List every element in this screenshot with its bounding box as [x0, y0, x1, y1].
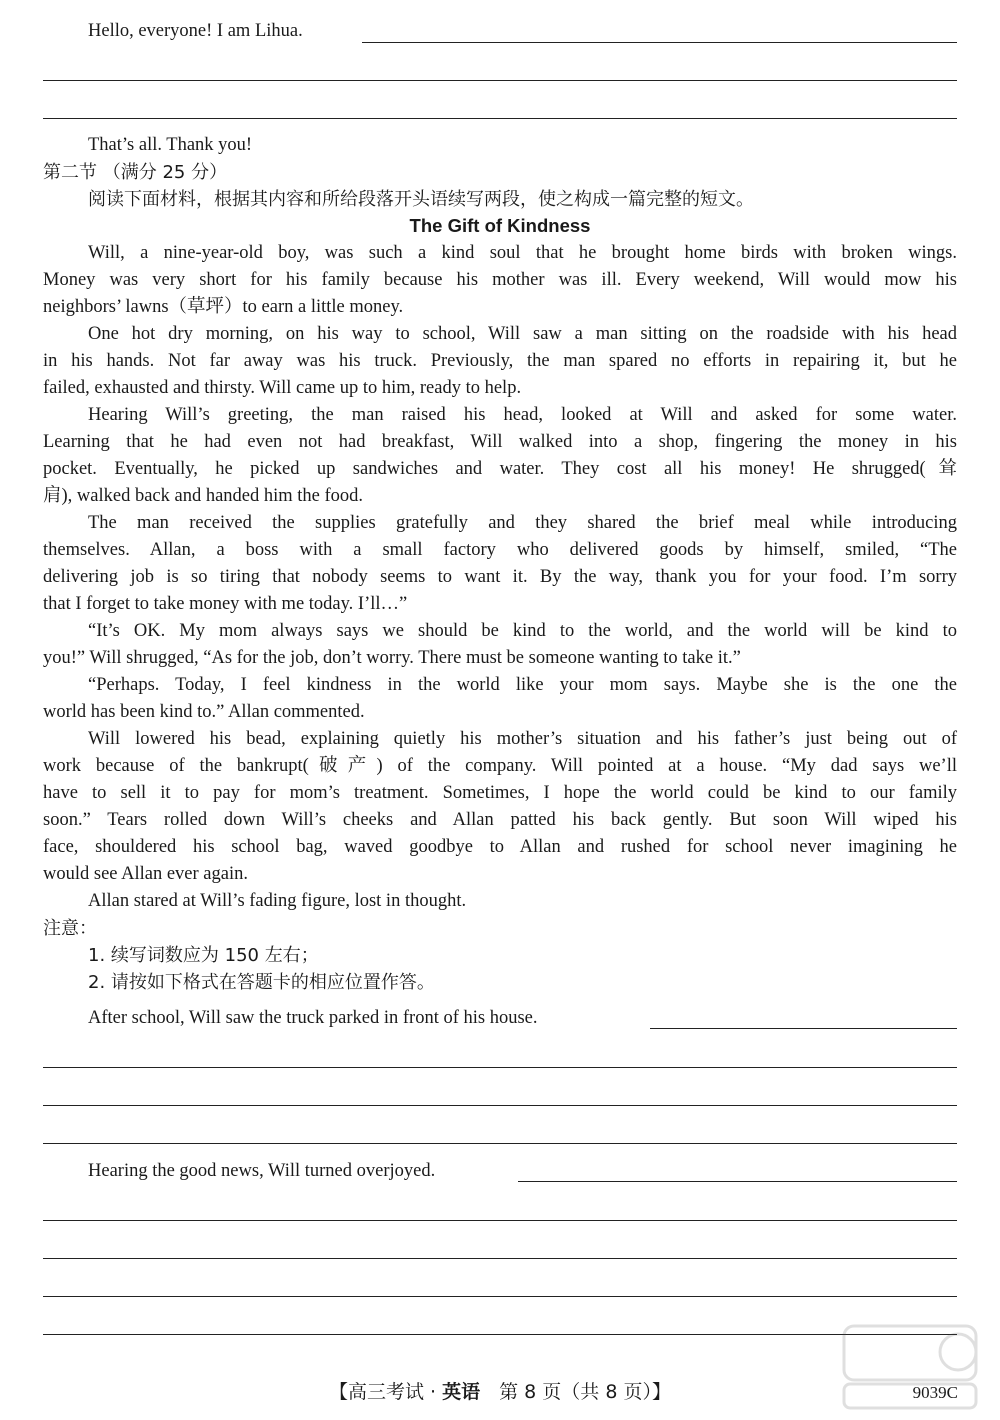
answer-line	[43, 1334, 957, 1335]
story-line: “It’s OK. My mom always says we should be kind to the world, and the world will be kind to	[88, 621, 957, 641]
section-heading: 第二节 （满分 25 分）	[43, 162, 228, 183]
notes-item: 2. 请按如下格式在答题卡的相应位置作答。	[88, 972, 435, 993]
story-line: delivering job is so tiring that nobody seems to want it. By the way, thank you for your food. I’m sorry	[43, 567, 957, 587]
story-line: neighbors’ lawns（草坪）to earn a little money.	[43, 297, 404, 317]
story-line: Hearing Will’s greeting, the man raised his head, looked at Will and asked for some water.	[88, 405, 957, 425]
story-line: have to sell it to pay for mom’s treatment. Sometimes, I hope the world could be kind to our family	[43, 783, 957, 803]
answer-line	[43, 1067, 957, 1068]
story-line: failed, exhausted and thirsty. Will came up to him, ready to help.	[43, 378, 522, 398]
exam-code: 9039C	[912, 1383, 958, 1402]
story-line: “Perhaps. Today, I feel kindness in the world like your mom says. Maybe she is the one the	[88, 675, 957, 695]
answer-line	[43, 1143, 957, 1144]
footer-subject: 英语	[442, 1381, 481, 1403]
speech-opening: Hello, everyone! I am Lihua.	[88, 21, 303, 41]
story-line: soon.” Tears rolled down Will’s cheeks and Allan patted his back gently. But soon Will wiped his	[43, 810, 957, 830]
footer-page: 第 8 页（共 8 页）	[480, 1381, 652, 1403]
answer-line	[43, 1296, 957, 1297]
answer-line	[43, 118, 957, 119]
story-line: themselves. Allan, a boss with a small factory who delivered goods by himself, smiled, “The	[43, 540, 957, 560]
story-line: Will lowered his bead, explaining quietly his mother’s situation and his father’s just being out of	[88, 729, 957, 749]
answer-line	[43, 1258, 957, 1259]
notes-item: 1. 续写词数应为 150 左右；	[88, 945, 319, 966]
answer-line	[43, 1105, 957, 1106]
answer-line	[650, 1028, 957, 1029]
story-title: The Gift of Kindness	[409, 215, 591, 236]
story-line: Will, a nine-year-old boy, was such a kind soul that he brought home birds with broken wings.	[88, 243, 957, 263]
notes-label: 注意：	[43, 918, 97, 939]
story-line: One hot dry morning, on his way to school, Will saw a man sitting on the roadside with his head	[88, 324, 957, 344]
story-line: that I forget to take money with me today. I’ll…”	[43, 594, 408, 614]
answer-line	[43, 1220, 957, 1221]
answer-line	[518, 1181, 957, 1182]
footer-bracket: 】	[651, 1382, 671, 1403]
continuation-prompt-1: After school, Will saw the truck parked in front of his house.	[88, 1008, 538, 1028]
story-line: Money was very short for his family because his mother was ill. Every weekend, Will would mow his	[43, 270, 957, 290]
story-line: you!” Will shrugged, “As for the job, don’t worry. There must be someone wanting to take it.”	[43, 648, 741, 668]
story-line: The man received the supplies gratefully and they shared the brief meal while introducing	[88, 513, 957, 533]
story-line: would see Allan ever again.	[43, 864, 248, 884]
story-line: world has been kind to.” Allan commented.	[43, 702, 365, 722]
answer-line	[362, 42, 957, 43]
footer-bracket: 【	[328, 1382, 348, 1403]
page-footer	[0, 1378, 1000, 1407]
story-line: work because of the bankrupt(破产) of the company. Will pointed at a house. “My dad says we’ll	[43, 756, 957, 776]
continuation-prompt-2: Hearing the good news, Will turned overjoyed.	[88, 1161, 436, 1181]
story-line: 肩), walked back and handed him the food.	[43, 486, 364, 506]
answer-line	[43, 80, 957, 81]
story-line: Learning that he had even not had breakfast, Will walked into a shop, fingering the money in his	[43, 432, 957, 452]
story-line: Allan stared at Will’s fading figure, lost in thought.	[88, 891, 467, 911]
story-line: in his hands. Not far away was his truck. Previously, the man spared no efforts in repairing it, but he	[43, 351, 957, 371]
speech-closing: That’s all. Thank you!	[88, 135, 253, 155]
story-line: pocket. Eventually, he picked up sandwiches and water. They cost all his money! He shrugged(耸	[43, 459, 957, 479]
section-instruction: 阅读下面材料，根据其内容和所给段落开头语续写两段，使之构成一篇完整的短文。	[88, 189, 754, 210]
footer-exam: 高三考试 ·	[348, 1381, 443, 1403]
story-line: face, shouldered his school bag, waved goodbye to Allan and rushed for school never imagining he	[43, 837, 957, 857]
